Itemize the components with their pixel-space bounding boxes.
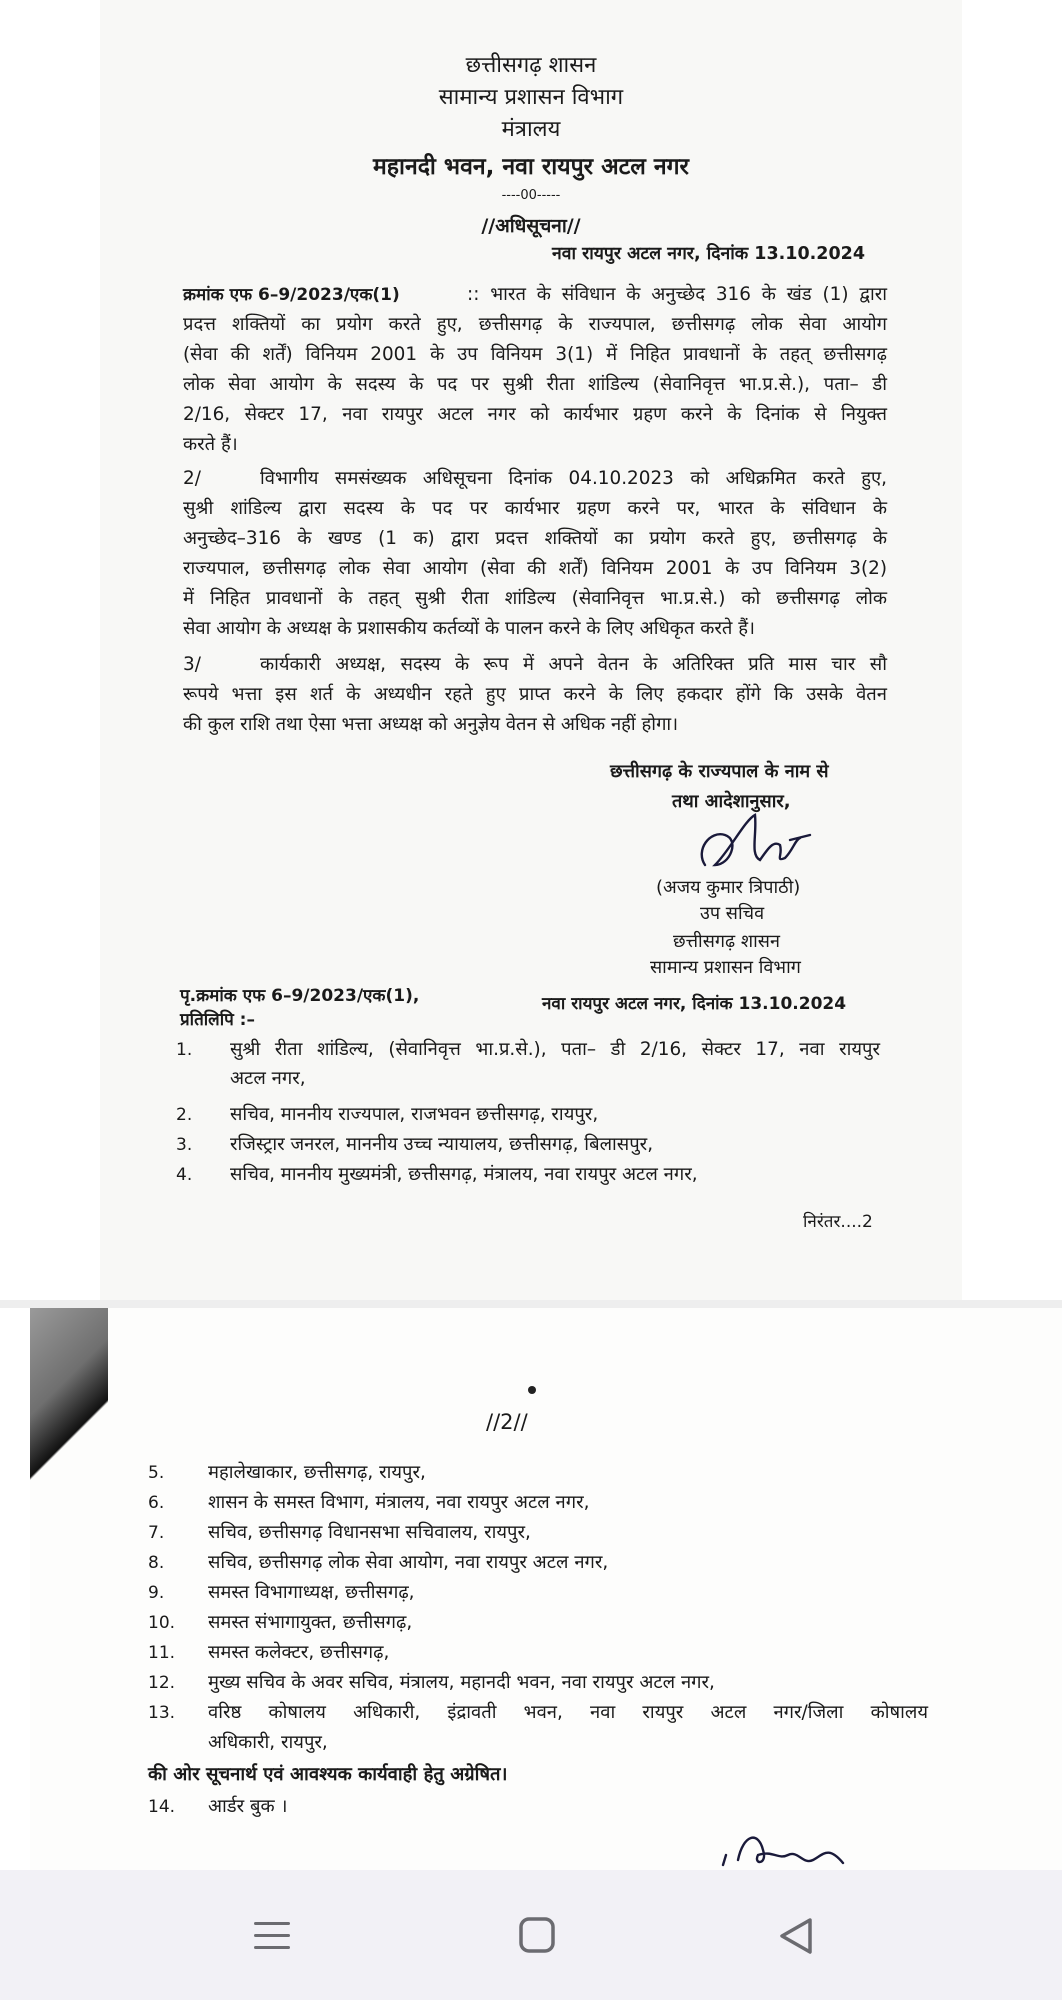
copy-item: आर्डर बुक । — [208, 1796, 288, 1817]
copy-item-number: 12. — [148, 1673, 176, 1693]
para1-line: 2/16, सेक्टर 17, नवा रायपुर अटल नगर को कार्यभार ग्रहण करने के दिनांक से नियुक्त — [183, 404, 887, 425]
copy-label: प्रतिलिपि :– — [180, 1010, 255, 1030]
copy-item: अधिकारी, रायपुर, — [208, 1732, 328, 1753]
signature-authority-line2: तथा आदेशानुसार, — [672, 791, 791, 812]
para2-number: 2/ — [183, 468, 201, 489]
copy-item: मुख्य सचिव के अवर सचिव, मंत्रालय, महानदी भवन, नवा रायपुर अटल नगर, — [208, 1672, 715, 1693]
copy-item-number: 9. — [148, 1583, 165, 1603]
notification-title: //अधिसूचना// — [481, 215, 581, 237]
page-gap — [0, 1300, 1062, 1308]
copy-item-number: 14. — [148, 1797, 176, 1817]
header-ministry: मंत्रालय — [501, 117, 561, 142]
signatory-org2: सामान्य प्रशासन विभाग — [650, 957, 801, 978]
signatory-name: (अजय कुमार त्रिपाठी) — [656, 877, 801, 898]
para2-line: विभागीय समसंख्यक अधिसूचना दिनांक 04.10.2023 को अधिक्रमित करते हुए, — [260, 468, 887, 489]
header-address: महानदी भवन, नवा रायपुर अटल नगर — [373, 154, 689, 180]
copy-item: शासन के समस्त विभाग, मंत्रालय, नवा रायपुर अटल नगर, — [208, 1492, 590, 1513]
copy-item-number: 11. — [148, 1643, 176, 1663]
signature-authority-line1: छत्तीसगढ़ के राज्यपाल के नाम से — [610, 761, 829, 782]
copy-item-number: 4. — [176, 1165, 193, 1185]
copy-item: सचिव, छत्तीसगढ़ लोक सेवा आयोग, नवा रायपुर अटल नगर, — [208, 1552, 609, 1573]
copy-item-number: 1. — [176, 1040, 193, 1060]
para2-line: में निहित प्रावधानों के तहत् सुश्री रीता शांडिल्य (सेवानिवृत्त भा.प्र.से.) को छत्तीसगढ़ लोक — [183, 588, 887, 609]
handwritten-signature — [685, 810, 815, 880]
continued-marker: निरंतर....2 — [803, 1212, 873, 1232]
header-separator: ----00----- — [501, 188, 561, 203]
endorsement-place-date: नवा रायपुर अटल नगर, दिनांक 13.10.2024 — [542, 994, 847, 1014]
document-page-1 — [100, 0, 962, 1300]
scan-shadow — [30, 1308, 108, 1538]
copy-item-number: 2. — [176, 1105, 193, 1125]
header-department: सामान्य प्रशासन विभाग — [438, 85, 624, 110]
para3-line: कार्यकारी अध्यक्ष, सदस्य के रूप में अपने वेतन के अतिरिक्त प्रति मास चार सौ — [260, 654, 887, 675]
copy-item-number: 13. — [148, 1703, 176, 1723]
document-page-2 — [30, 1308, 1062, 1870]
header-government: छत्तीसगढ़ शासन — [465, 53, 597, 78]
back-icon[interactable] — [776, 1916, 816, 1956]
para2-line: सेवा आयोग के अध्यक्ष के प्रशासकीय कर्तव्यों के पालन करने के लिए अधिकृत करते हैं। — [183, 618, 755, 639]
para1-line: लोक सेवा आयोग के सदस्य के पद पर सुश्री रीता शांडिल्य (सेवानिवृत्त भा.प्र.से.), पता– डी — [183, 374, 887, 395]
para1-line: :: भारत के संविधान के अनुच्छेद 316 के खंड (1) द्वारा — [467, 284, 887, 305]
android-navigation-bar — [0, 1870, 1062, 2000]
copy-item-number: 7. — [148, 1523, 165, 1543]
copy-item: रजिस्ट्रार जनरल, माननीय उच्च न्यायालय, छत्तीसगढ़, बिलासपुर, — [230, 1134, 654, 1155]
para3-line: की कुल राशि तथा ऐसा भत्ता अध्यक्ष को अनुज्ञेय वेतन से अधिक नहीं होगा। — [183, 714, 679, 735]
para1-line: (सेवा की शर्तें) विनियम 2001 के उप विनियम 3(1) में निहित प्रावधानों के तहत् छत्तीसगढ़ — [183, 344, 887, 365]
forwarding-note: की ओर सूचनार्थ एवं आवश्यक कार्यवाही हेतु अग्रेषित। — [148, 1764, 508, 1785]
copy-item: महालेखाकार, छत्तीसगढ़, रायपुर, — [208, 1462, 426, 1483]
para3-line: रूपये भत्ता इस शर्त के अध्यधीन रहते हुए प्राप्त करने के लिए हकदार होंगे कि उसके वेतन — [183, 684, 887, 705]
para1-line: प्रदत्त शक्तियों का प्रयोग करते हुए, छत्तीसगढ़ के राज्यपाल, छत्तीसगढ़ लोक सेवा आयोग — [183, 314, 887, 335]
page-number-mark: //2// — [486, 1410, 528, 1434]
home-icon[interactable] — [518, 1916, 556, 1954]
copy-item: समस्त संभागायुक्त, छत्तीसगढ़, — [208, 1612, 413, 1633]
copy-item: समस्त विभागाध्यक्ष, छत्तीसगढ़, — [208, 1582, 415, 1603]
copy-item: सचिव, माननीय राज्यपाल, राजभवन छत्तीसगढ़, रायपुर, — [230, 1104, 599, 1125]
copy-item-number: 3. — [176, 1135, 193, 1155]
para3-number: 3/ — [183, 654, 201, 675]
copy-item: समस्त कलेक्टर, छत्तीसगढ़, — [208, 1642, 390, 1663]
copy-item-number: 6. — [148, 1493, 165, 1513]
copy-item: अटल नगर, — [230, 1068, 306, 1089]
copy-item-number: 8. — [148, 1553, 165, 1573]
order-reference: क्रमांक एफ 6–9/2023/एक(1) — [183, 285, 400, 305]
punch-mark — [528, 1386, 536, 1394]
copy-item-number: 10. — [148, 1613, 176, 1633]
copy-item: सुश्री रीता शांडिल्य, (सेवानिवृत्त भा.प्र.से.), पता– डी 2/16, सेक्टर 17, नवा रायपुर — [230, 1039, 880, 1060]
signatory-org1: छत्तीसगढ़ शासन — [673, 931, 780, 952]
issue-place-date: नवा रायपुर अटल नगर, दिनांक 13.10.2024 — [552, 244, 866, 264]
handwritten-initials — [718, 1825, 848, 1870]
copy-item-number: 5. — [148, 1463, 165, 1483]
signatory-designation: उप सचिव — [700, 903, 765, 924]
para1-line: करते हैं। — [183, 434, 238, 455]
copy-item: सचिव, माननीय मुख्यमंत्री, छत्तीसगढ़, मंत्रालय, नवा रायपुर अटल नगर, — [230, 1164, 698, 1185]
recent-apps-icon[interactable] — [252, 1918, 292, 1954]
copy-item: सचिव, छत्तीसगढ़ विधानसभा सचिवालय, रायपुर, — [208, 1522, 531, 1543]
para2-line: राज्यपाल, छत्तीसगढ़ लोक सेवा आयोग (सेवा की शर्तें) विनियम 2001 के उप विनियम 3(2) — [183, 558, 887, 579]
endorsement-reference: पृ.क्रमांक एफ 6–9/2023/एक(1), — [180, 986, 420, 1006]
para2-line: अनुच्छेद–316 के खण्ड (1 क) द्वारा प्रदत्त शक्तियों का प्रयोग करते हुए, छत्तीसगढ़ के — [183, 528, 887, 549]
para2-line: सुश्री शांडिल्य द्वारा सदस्य के पद पर कार्यभार ग्रहण करने पर, भारत के संविधान के — [183, 498, 887, 519]
copy-item: वरिष्ठ कोषालय अधिकारी, इंद्रावती भवन, नवा रायपुर अटल नगर/जिला कोषालय — [208, 1702, 928, 1723]
